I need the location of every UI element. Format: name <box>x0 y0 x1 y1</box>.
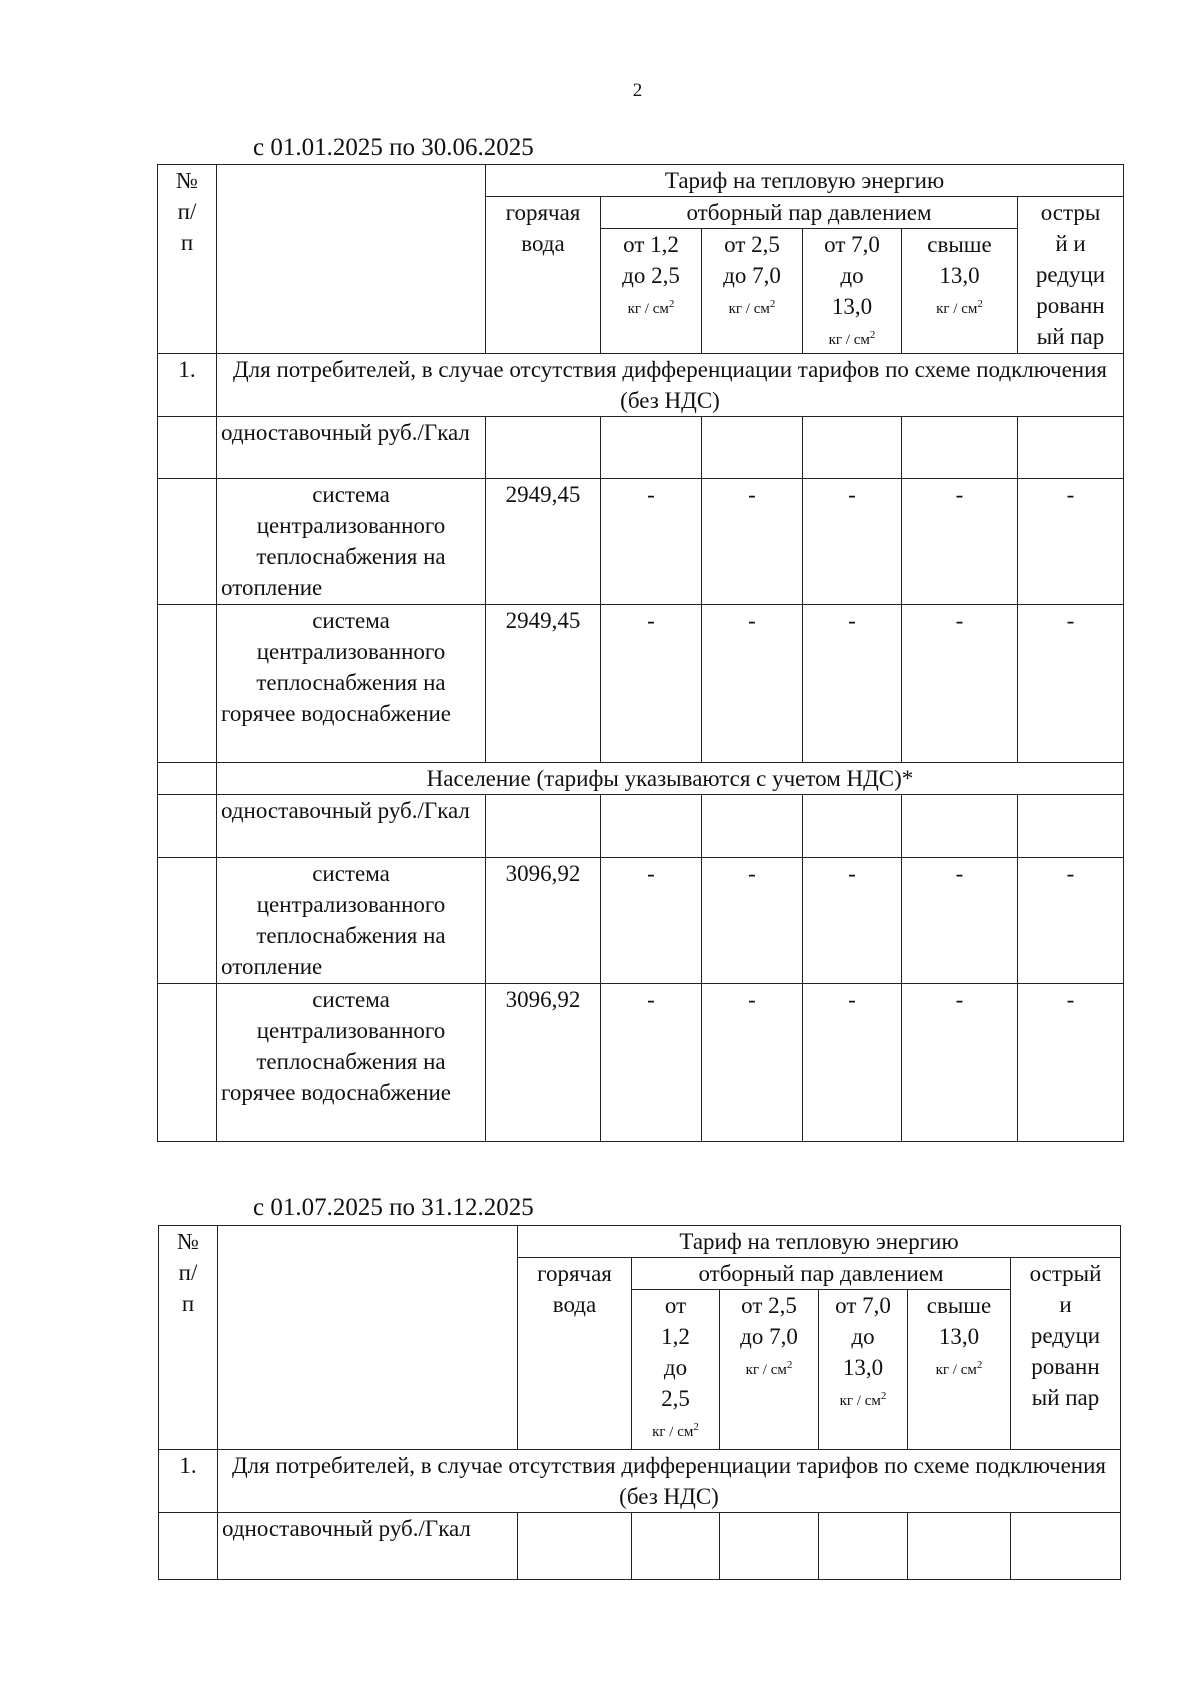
section-num: 1. <box>159 1450 218 1513</box>
row-value: - <box>601 479 702 605</box>
row-value: 2949,45 <box>486 605 601 763</box>
header-tariff-title: Тариф на тепловую энергию <box>486 165 1124 197</box>
row-value: - <box>803 984 902 1142</box>
page-number: 2 <box>632 80 643 101</box>
row-value <box>902 795 1018 858</box>
tariff-table-2 <box>158 1225 1121 1580</box>
row-value <box>1018 795 1124 858</box>
row-label: одноставочный руб./Гкал <box>217 795 486 858</box>
row-value <box>803 417 902 479</box>
row-num-empty <box>158 795 217 858</box>
row-num-empty <box>158 479 217 605</box>
row-label: система централизованного теплоснабжения на горячее водоснабжение <box>217 605 486 763</box>
header-steam-2: от 2,5 до 7,0 кг / $см^2$ <box>702 229 803 354</box>
header-steam-1: от 1,2 до 2,5 кг / $см^2$ <box>632 1290 720 1450</box>
row-value: 2949,45 <box>486 479 601 605</box>
section-title: Для потребителей, в случае отсутствия дифференциации тарифов по схеме подключения (без НДС) <box>218 1450 1121 1513</box>
row-value <box>1018 417 1124 479</box>
header-empty <box>218 1226 518 1450</box>
population-title: Население (тарифы указываются с учетом НДС)* <box>217 763 1124 795</box>
row-label: система централизованного теплоснабжения на отопление <box>217 479 486 605</box>
row-value <box>908 1513 1011 1580</box>
section-num: 1. <box>158 354 217 417</box>
header-steam-3: от 7,0 до 13,0 кг / $см^2$ <box>819 1290 908 1450</box>
header-empty <box>217 165 486 354</box>
unit-label: кг / $см^2$ <box>936 298 983 317</box>
row-value: - <box>902 605 1018 763</box>
row-value <box>702 417 803 479</box>
row-value: - <box>601 605 702 763</box>
unit-label: кг / $см^2$ <box>839 1390 887 1409</box>
row-value: - <box>902 479 1018 605</box>
row-value <box>486 795 601 858</box>
header-steam-4: свыше 13,0 кг / $см^2$ <box>902 229 1018 354</box>
row-value <box>902 417 1018 479</box>
header-steam-group: отборный пар давлением <box>601 197 1018 229</box>
unit-label: кг / $см^2$ <box>652 1421 699 1440</box>
unit-label: кг / $см^2$ <box>828 329 876 348</box>
row-value: - <box>702 605 803 763</box>
row-value: - <box>1018 479 1124 605</box>
unit-label: кг / $см^2$ <box>728 298 776 317</box>
row-label: одноставочный руб./Гкал <box>218 1513 518 1580</box>
row-num-empty <box>158 984 217 1142</box>
header-tariff-title: Тариф на тепловую энергию <box>518 1226 1121 1258</box>
row-value <box>601 795 702 858</box>
row-value <box>819 1513 908 1580</box>
row-num-empty <box>158 858 217 984</box>
header-num: № п/ п <box>159 1226 218 1450</box>
row-value <box>486 417 601 479</box>
row-value <box>720 1513 819 1580</box>
period-title-2: с 01.07.2025 по 31.12.2025 <box>253 1194 534 1221</box>
row-value: - <box>803 479 902 605</box>
row-num-empty <box>158 417 217 479</box>
header-steam-1: от 1,2 до 2,5 кг / $см^2$ <box>601 229 702 354</box>
header-hot-water: горячая вода <box>486 197 601 354</box>
header-steam-4: свыше 13,0 кг / $см^2$ <box>908 1290 1011 1450</box>
row-value: - <box>601 858 702 984</box>
row-num-empty <box>159 1513 218 1580</box>
row-num-empty <box>158 763 217 795</box>
row-value <box>1011 1513 1121 1580</box>
row-label: одноставочный руб./Гкал <box>217 417 486 479</box>
header-hot-water: горячая вода <box>518 1258 632 1450</box>
row-value: - <box>1018 605 1124 763</box>
row-label: система централизованного теплоснабжения на отопление <box>217 858 486 984</box>
row-value: - <box>902 984 1018 1142</box>
header-sharp-steam: остры й и редуци рованн ый пар <box>1018 197 1124 354</box>
row-value: - <box>601 984 702 1142</box>
row-num-empty <box>158 605 217 763</box>
header-steam-3: от 7,0 до 13,0 кг / $см^2$ <box>803 229 902 354</box>
row-value: - <box>902 858 1018 984</box>
unit-label: кг / $см^2$ <box>745 1359 793 1378</box>
unit-label: кг / $см^2$ <box>935 1359 983 1378</box>
row-label: система централизованного теплоснабжения на горячее водоснабжение <box>217 984 486 1142</box>
section-title: Для потребителей, в случае отсутствия дифференциации тарифов по схеме подключения (без НДС) <box>217 354 1124 417</box>
row-value: - <box>702 858 803 984</box>
row-value: - <box>1018 984 1124 1142</box>
row-value: 3096,92 <box>486 984 601 1142</box>
header-steam-group: отборный пар давлением <box>632 1258 1011 1290</box>
row-value <box>702 795 803 858</box>
row-value: - <box>803 605 902 763</box>
row-value: - <box>803 858 902 984</box>
header-steam-2: от 2,5 до 7,0 кг / $см^2$ <box>720 1290 819 1450</box>
period-title-1: с 01.01.2025 по 30.06.2025 <box>253 134 534 161</box>
header-num: № п/ п <box>158 165 217 354</box>
row-value: - <box>702 984 803 1142</box>
row-value: - <box>1018 858 1124 984</box>
row-value: - <box>702 479 803 605</box>
row-value <box>803 795 902 858</box>
row-value: 3096,92 <box>486 858 601 984</box>
row-value <box>518 1513 632 1580</box>
header-sharp-steam: острый и редуци рованн ый пар <box>1011 1258 1121 1450</box>
tariff-table-1 <box>157 164 1124 1142</box>
unit-label: кг / $см^2$ <box>627 298 675 317</box>
row-value <box>632 1513 720 1580</box>
row-value <box>601 417 702 479</box>
